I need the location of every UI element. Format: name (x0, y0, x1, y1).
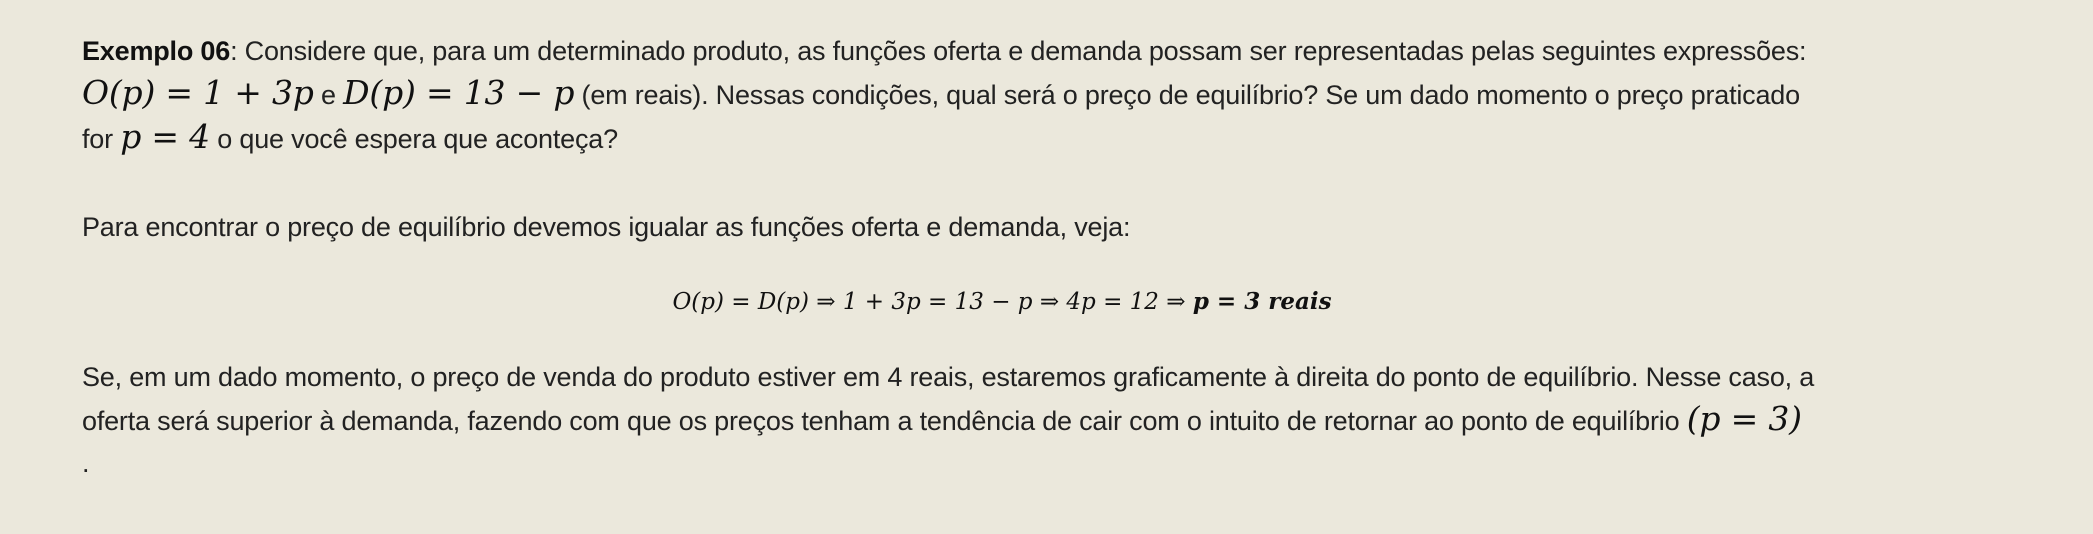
equation-result: p = 3 reais (1192, 288, 1332, 315)
demand-function: D(p) = 13 − p (343, 73, 575, 112)
supply-function: O(p) = 1 + 3p (82, 73, 314, 112)
trailing-period: . (82, 448, 90, 478)
example-intro: : Considere que, para um determinado produto, as funções oferta e demanda possam ser representadas pelas seguintes expressões: (230, 36, 1807, 66)
conclusion-text: Se, em um dado momento, o preço de venda do produto estiver em 4 reais, estaremos graficamente à direita do ponto de equilíbrio. Nesse caso, a oferta será superior à demanda, fazendo com que os preços tenham a tendência de cair com o intuito de retornar ao ponto de equilíbrio (82, 362, 1815, 436)
example-label: Exemplo 06 (82, 36, 231, 66)
solution-intro: Para encontrar o preço de equilíbrio devemos igualar as funções oferta e demanda, veja: (82, 212, 1131, 242)
equation-steps: O(p) = D(p) ⇒ 1 + 3p = 13 − p ⇒ 4p = 12 ⇒ (672, 289, 1193, 315)
conclusion-paragraph (82, 356, 1822, 442)
question-text: (em reais). Nessas condições, qual será o preço de equilíbrio? Se um dado momento o preço praticado (574, 80, 1800, 110)
document-body (82, 30, 1822, 484)
question-end: o que você espera que aconteça? (209, 124, 618, 154)
equilibrium-expression: (p = 3) (1686, 399, 1802, 438)
connector-text: e (313, 80, 344, 110)
price-expression: p = 4 (120, 117, 210, 156)
example-statement (82, 30, 1822, 160)
equilibrium-equation (82, 282, 1822, 322)
for-word: for (82, 124, 121, 154)
